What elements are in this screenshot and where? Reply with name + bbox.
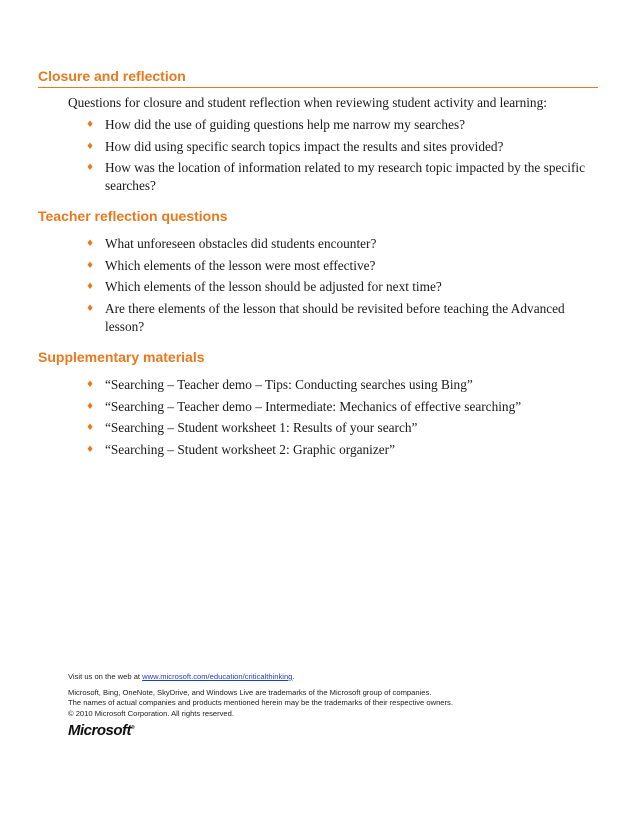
diamond-bullet-icon: ♦ <box>86 282 95 292</box>
diamond-bullet-icon: ♦ <box>86 444 95 455</box>
teacher-list <box>86 235 586 339</box>
diamond-bullet-icon: ♦ <box>86 120 95 130</box>
list-item: ♦ Which elements of the lesson were most effective? <box>86 257 376 273</box>
heading-closure: Closure and reflection <box>38 68 186 84</box>
visit-line: Visit us on the web at www.microsoft.com/education/criticalthinking. <box>68 672 295 681</box>
list-item: ♦ Which elements of the lesson should be adjusted for next time? <box>86 279 442 294</box>
diamond-bullet-icon: ♦ <box>86 239 95 249</box>
closure-list <box>86 116 586 199</box>
trademark-line: Microsoft, Bing, OneNote, SkyDrive, and Windows Live are trademarks of the Microsoft group of companies. <box>68 687 432 697</box>
list-item: ♦ How was the location of information related to my research topic impacted by the specific searches? <box>86 160 585 193</box>
list-item: ♦ Are there elements of the lesson that should be revisited before teaching the Advanced lesson? <box>86 300 565 334</box>
page-footer <box>68 672 588 739</box>
list-item: ♦ How did using specific search topics impact the results and sites provided? <box>86 138 504 154</box>
list-item: ♦ “Searching – Teacher demo – Tips: Conducting searches using Bing” <box>86 377 473 392</box>
diamond-bullet-icon: ♦ <box>86 423 95 433</box>
diamond-bullet-icon: ♦ <box>86 141 95 152</box>
diamond-bullet-icon: ♦ <box>86 260 95 271</box>
diamond-bullet-icon: ♦ <box>86 163 95 173</box>
critical-thinking-link[interactable]: www.microsoft.com/education/criticalthinking <box>142 672 293 681</box>
supplementary-list <box>86 376 586 462</box>
list-item: ♦ “Searching – Student worksheet 1: Results of your search” <box>86 420 418 435</box>
trademark-line: The names of actual companies and products mentioned herein may be the trademarks of their respective owners. <box>68 698 453 707</box>
diamond-bullet-icon: ♦ <box>86 380 95 390</box>
list-item: ♦ “Searching – Teacher demo – Intermediate: Mechanics of effective searching” <box>86 398 522 414</box>
diamond-bullet-icon: ♦ <box>86 401 95 412</box>
heading-teacher-reflection: Teacher reflection questions <box>38 208 228 224</box>
heading-supplementary: Supplementary materials <box>38 349 205 365</box>
list-item: ♦ How did the use of guiding questions help me narrow my searches? <box>86 117 466 132</box>
list-item: ♦ “Searching – Student worksheet 2: Graphic organizer” <box>86 441 395 457</box>
closure-intro: Questions for closure and student reflection when reviewing student activity and learning: <box>68 95 547 110</box>
diamond-bullet-icon: ♦ <box>86 303 95 314</box>
heading-rule <box>38 87 598 88</box>
microsoft-logo: Microsoft® <box>68 722 135 739</box>
list-item: ♦ What unforeseen obstacles did students encounter? <box>86 236 377 251</box>
copyright-line: © 2010 Microsoft Corporation. All rights reserved. <box>68 708 234 718</box>
